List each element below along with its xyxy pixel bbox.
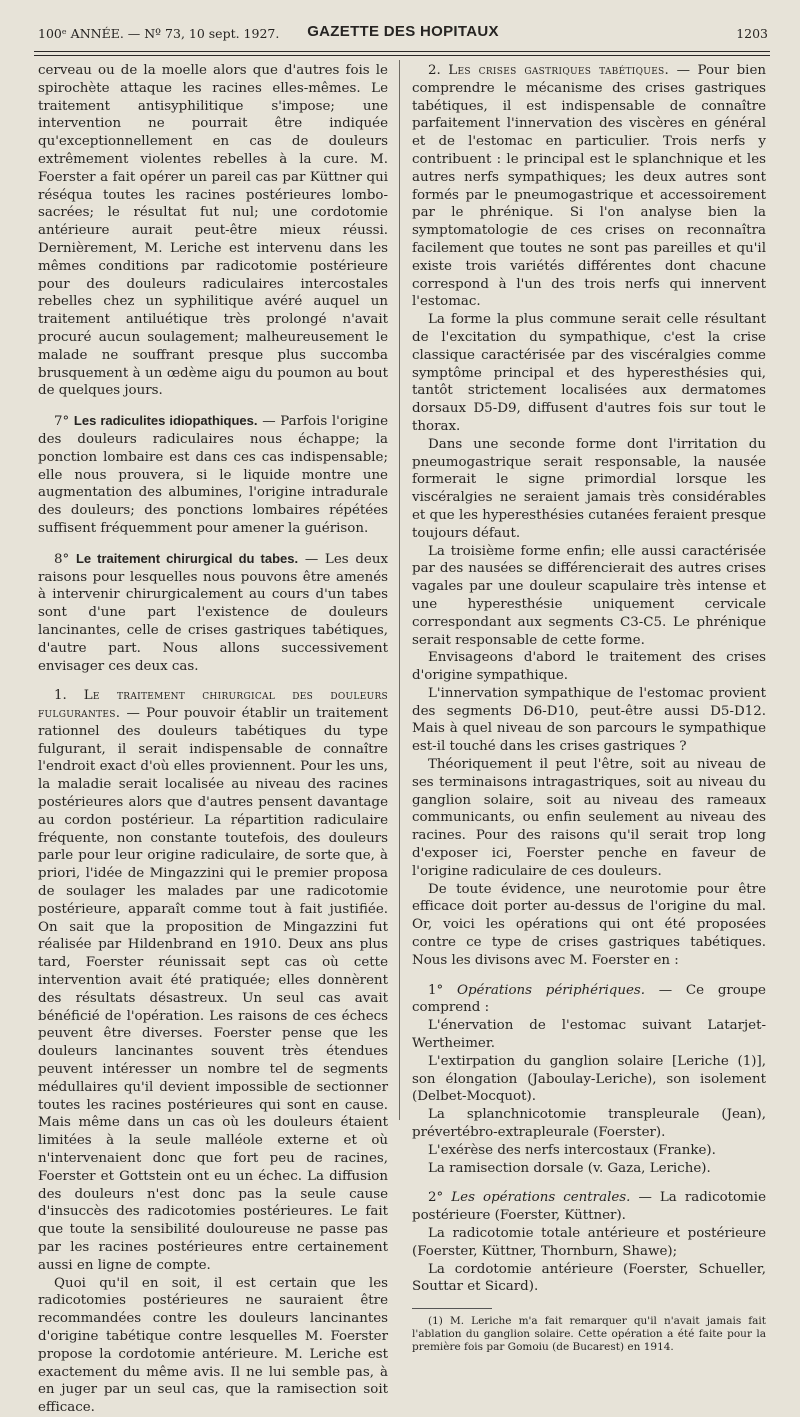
section-text: — Parfois l'origine des douleurs radiculaires nous échappe; la ponction lombaire est dans ces cas indispensable; elle nous prouvera, si le liquide montre une augmentation des albumines, l'origine intradurale des douleurs; des ponctions lombaires répétées suffisent fréquemment pour amener la guérison.: [38, 414, 389, 536]
paragraph: cerveau ou de la moelle alors que d'autres fois le spirochète attaque les racines elles-mêmes. Le traitement antisyphilitique s'impose; une intervention ne pourrait être indiquée qu'exceptionnellement en cas de douleurs extrêmement violentes rebelles à la cure. M. Foerster a fait opérer un pareil cas par Küttner qui réséqua toutes les racines postérieures lombo-sacrées; le résultat fut nul; une cordotomie antérieure aurait peut-être mieux réussi. Dernièrement, M. Leriche est intervenu dans les mêmes conditions par radicotomie postérieure pour des douleurs radiculaires intercostales rebelles chez un syphilitique avéré auquel un traitement antiluétique très prolongé n'avait procuré aucun soulagement; malheureusement le malade ne souffrant presque plus succomba brusquement à un œdème aigu du poumon au bout de quelques jours.: [38, 63, 388, 399]
list-item: L'extirpation du ganglion solaire [Leriche (1)], son élongation (Jaboulay-Leriche), son isolement (Delbet-Mocquot).: [412, 1053, 766, 1105]
subsection-title: Les crises gastriques tabétiques.: [448, 63, 670, 78]
footnote-rule: [412, 1308, 492, 1309]
subsection-title: Le traitement chirurgical des douleurs fulgurantes.: [38, 688, 388, 722]
list-item: L'exérèse des nerfs intercostaux (Franke).: [428, 1142, 716, 1158]
section-number: 7°: [54, 414, 70, 430]
paragraph: L'innervation sympathique de l'estomac provient des segments D6-D10, peut-être aussi D5-D12. Mais à quel niveau de son parcours le sympathique est-il touché dans les crises gastriques ?: [412, 685, 766, 755]
issue-info: 100ᵉ ANNÉE. — Nº 73, 10 sept. 1927.: [38, 26, 280, 41]
list-title: Opérations périphériques.: [456, 982, 646, 998]
list-number: 1°: [428, 982, 444, 998]
list-item: La ramisection dorsale (v. Gaza, Leriche).: [428, 1160, 711, 1176]
section-8: [38, 550, 388, 676]
list-text: — Ce groupe comprend :: [412, 982, 766, 1016]
list-item: La splanchnicotomie transpleurale (Jean), prévertébro-extrapleurale (Foerster).: [412, 1107, 766, 1141]
list-title: Les opérations centrales.: [451, 1190, 631, 1206]
paragraph: Quoi qu'il en soit, il est certain que les radicotomies postérieures ne sauraient être recommandées contre les douleurs lancinantes d'origine tabétique contre lesquelles M. Foerster propose la cordotomie antérieure. M. Leriche est exactement du même avis. Il ne lui semble pas, à en juger par un seul cas, que la ramisection soit efficace.: [38, 1275, 388, 1416]
subsection-text: — Pour pouvoir établir un traitement rationnel des douleurs tabétiques du type fulgurant, il serait indispensable de connaître l'endroit exact d'où elles proviennent. Pour les uns, la maladie serait localisée au niveau des racines postérieures alors que d'autres pensent davantage au cordon postérieur. La répartition radiculaire fréquente, non constante toutefois, des douleurs parle pour leur origine radiculaire, de sorte que, à priori, l'idée de Mingazzini qui le premier proposa de soulager les malades par une radicotomie postérieure, apparaît comme tout à fait justifiée. On sait que la proposition de Mingazzini fut réalisée par Hildenbrand en 1910. Deux ans plus tard, Foerster réunissait sept cas où cette intervention avait été pratiquée; elles donnèrent des résultats désastreux. Un seul cas avait bénéficié de l'opération. Les raisons de ces échecs peuvent être diverses. Foerster pense que les douleurs lancinantes souvent très étendues peuvent intéresser un nombre tel de segments médullaires qu'il devient impossible de sectionner toutes les racines postérieures qui sont en cause. Mais même dans un cas où les douleurs étaient limitées à la seule malléole externe et où n'intervenaient donc que fort peu de racines, Foerster et Gottstein ont eu un échec. La diffusion des douleurs n'est donc pas la seule cause d'insuccès des radicotomies postérieures. Le fait que toute la sensibilité douloureuse ne passe pas par les racines postérieures entre certainement aussi en ligne de compte.: [38, 706, 388, 1273]
footnote: (1) M. Leriche m'a fait remarquer qu'il n'avait jamais fait l'ablation du ganglion solaire. Cette opération a été faite pour la première fois par Gomoiu (de Bucarest) en 1914.: [412, 1315, 766, 1354]
section-number: 8°: [54, 551, 70, 567]
page-number: 1203: [736, 26, 768, 41]
operations-peripheral: [412, 982, 766, 1018]
list-item: L'énervation de l'estomac suivant Latarjet-Wertheimer.: [412, 1018, 766, 1052]
subsection-1: [38, 687, 388, 1274]
paragraph: La troisième forme enfin; elle aussi caractérisée par des nausées se différencierait des autres crises vagales par une douleur scapulaire très intense et une hyperesthésie uniquement cervicale correspondant aux segments C3-C5. Le phrénique serait responsable de cette forme.: [412, 543, 766, 648]
operations-central: [412, 1189, 766, 1225]
right-column: [412, 62, 766, 1354]
header-rule: [34, 51, 770, 52]
column-divider: [399, 60, 400, 1120]
subsection-number: 2.: [428, 63, 441, 78]
journal-title: GAZETTE DES HOPITAUX: [307, 23, 499, 40]
subsection-number: 1.: [54, 688, 67, 704]
subsection-2: [412, 62, 766, 311]
section-title: Le traitement chirurgical du tabes.: [75, 550, 299, 566]
paragraph: Dans une seconde forme dont l'irritation du pneumogastrique serait responsable, la nausée formerait le signe primordial lorsque les viscéralgies ne seraient jamais très considérables et que les hyperesthésies cutanées feraient presque toujours défaut.: [412, 436, 767, 541]
section-title: Les radiculites idiopathiques.: [73, 413, 258, 429]
section-text: — Les deux raisons pour lesquelles nous pouvons être amenés à intervenir chirurgicalement au cours d'un tabes sont d'une part l'existence de douleurs lancinantes, celle de crises gastriques tabétiques, d'autre part. Nous allons successivement envisager ces deux cas.: [38, 551, 388, 674]
list-item: La radicotomie totale antérieure et postérieure (Foerster, Küttner, Thornburn, Shawe);: [412, 1226, 766, 1259]
paragraph: Théoriquement il peut l'être, soit au niveau de ses terminaisons intragastriques, soit au niveau du ganglion solaire, soit au niveau des rameaux communicants, ou enfin seulement au niveau des racines. Pour des raisons qu'il serait trop long d'exposer ici, Foerster penche en faveur de l'origine radiculaire de ces douleurs.: [412, 757, 766, 879]
paragraph: La forme la plus commune serait celle résultant de l'excitation du sympathique, c'est la crise classique caractérisée par des viscéralgies comme symptôme principal et des hyperesthésies qui, tantôt strictement localisées aux dermatomes dorsaux D5-D9, diffusent d'autres fois sur tout le thorax.: [412, 312, 766, 434]
subsection-text: — Pour bien comprendre le mécanisme des crises gastriques tabétiques, il est indispensable de connaître parfaitement l'innervation des viscères en général et de l'estomac en particulier. Trois nerfs y contribuent : le principal est le splanchnique et les autres nerfs sympathiques; les deux autres sont formés par le pneumogastrique et accessoirement par le phrénique. Si l'on analyse bien la symptomatologie de ces crises on reconnaîtra facilement que toutes ne sont pas pareilles et qu'il existe trois variétés différentes dont chacune correspond à l'un des trois nerfs qui innervent l'estomac.: [412, 63, 766, 310]
paragraph: De toute évidence, une neurotomie pour être efficace doit porter au-dessus de l'origine du mal. Or, voici les opérations qui ont été proposées contre ce type de crises gastriques tabétiques. Nous les divisons avec M. Foerster en :: [412, 881, 766, 968]
list-item: La cordotomie antérieure (Foerster, Schueller, Souttar et Sicard).: [412, 1261, 766, 1295]
left-column: [38, 62, 388, 1417]
list-number: 2°: [428, 1190, 444, 1206]
page-header: [38, 22, 768, 46]
section-7: [38, 412, 388, 538]
list-text: — La radicotomie postérieure (Foerster, Küttner).: [412, 1190, 766, 1224]
header-rule: [34, 55, 770, 56]
paragraph: Envisageons d'abord le traitement des crises d'origine sympathique.: [412, 650, 766, 684]
